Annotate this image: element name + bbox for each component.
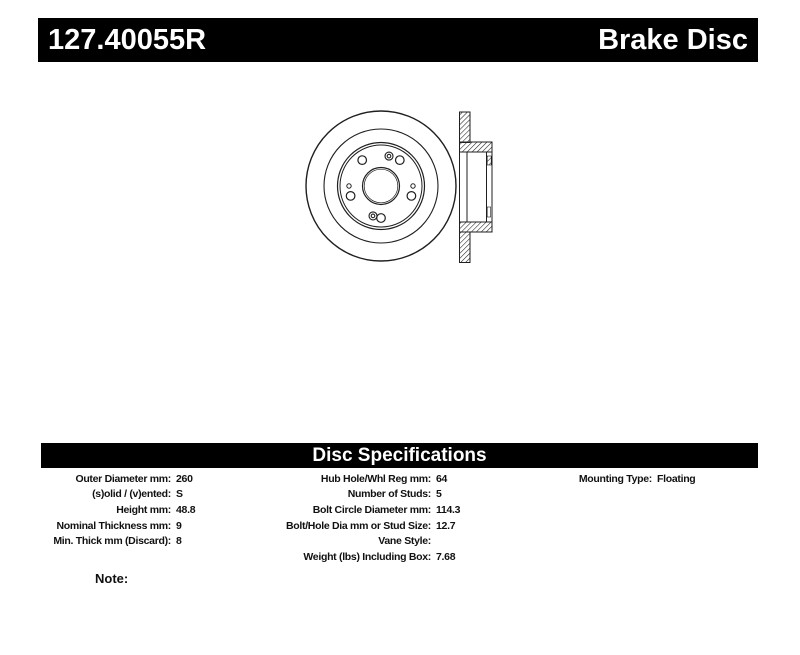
technical-drawing	[285, 92, 510, 283]
spec-value: 5	[436, 488, 442, 501]
spec-row-mounting-type	[555, 471, 695, 487]
spec-label: Min. Thick mm (Discard):	[53, 535, 171, 548]
set-screw-holes	[369, 152, 393, 220]
spec-value: 64	[436, 472, 448, 485]
header-bar	[38, 18, 758, 62]
product-type-title: Brake Disc	[598, 23, 748, 56]
spec-column-mounting	[555, 471, 695, 487]
spec-label: (s)olid / (v)ented:	[92, 488, 171, 501]
spec-label: Bolt Circle Diameter mm:	[312, 503, 431, 516]
spec-row-bolt-circle-diameter	[271, 502, 460, 518]
brake-disc-drawing-svg	[285, 92, 510, 278]
part-number: 127.40055R	[48, 23, 207, 56]
spec-row-outer-diameter	[30, 471, 195, 487]
spec-row-bolt-hole-dia	[271, 518, 460, 534]
spec-row-height	[30, 502, 195, 518]
spec-value: 8	[176, 535, 182, 548]
spec-label: Bolt/Hole Dia mm or Stud Size:	[285, 519, 431, 532]
spec-label: Hub Hole/Whl Reg mm:	[320, 472, 431, 485]
spec-label: Mounting Type:	[578, 472, 652, 485]
spec-section-bar	[41, 443, 758, 468]
brake-disc-front-view	[306, 111, 456, 261]
small-holes	[347, 184, 415, 188]
spec-label: Weight (lbs) Including Box:	[303, 550, 431, 563]
spec-row-nominal-thickness	[30, 518, 195, 534]
spec-label: Height mm:	[116, 503, 171, 516]
spec-label: Number of Studs:	[347, 488, 431, 501]
spec-value: S	[176, 488, 183, 501]
spec-label: Outer Diameter mm:	[75, 472, 171, 485]
spec-row-hub-hole	[271, 471, 460, 487]
spec-row-min-thickness	[30, 533, 195, 549]
brake-disc-cross-section	[460, 112, 493, 263]
spec-section-title: Disc Specifications	[312, 444, 487, 466]
stud-holes	[346, 156, 415, 223]
spec-row-number-of-studs	[271, 487, 460, 503]
spec-value: 260	[176, 472, 193, 485]
spec-label: Nominal Thickness mm:	[56, 519, 171, 532]
spec-column-dimensions	[30, 471, 195, 549]
spec-value: 9	[176, 519, 182, 532]
spec-column-fitment	[271, 471, 460, 565]
spec-row-weight	[271, 549, 460, 565]
spec-row-solid-vented	[30, 487, 195, 503]
spec-value: 48.8	[176, 503, 196, 516]
spec-value: Floating	[657, 472, 696, 485]
spec-value: 7.68	[436, 550, 456, 563]
spec-label: Vane Style:	[378, 535, 431, 548]
spec-value: 12.7	[436, 519, 456, 532]
spec-row-vane-style	[271, 533, 460, 549]
note-label: Note:	[95, 571, 129, 586]
spec-value: 114.3	[436, 503, 461, 516]
